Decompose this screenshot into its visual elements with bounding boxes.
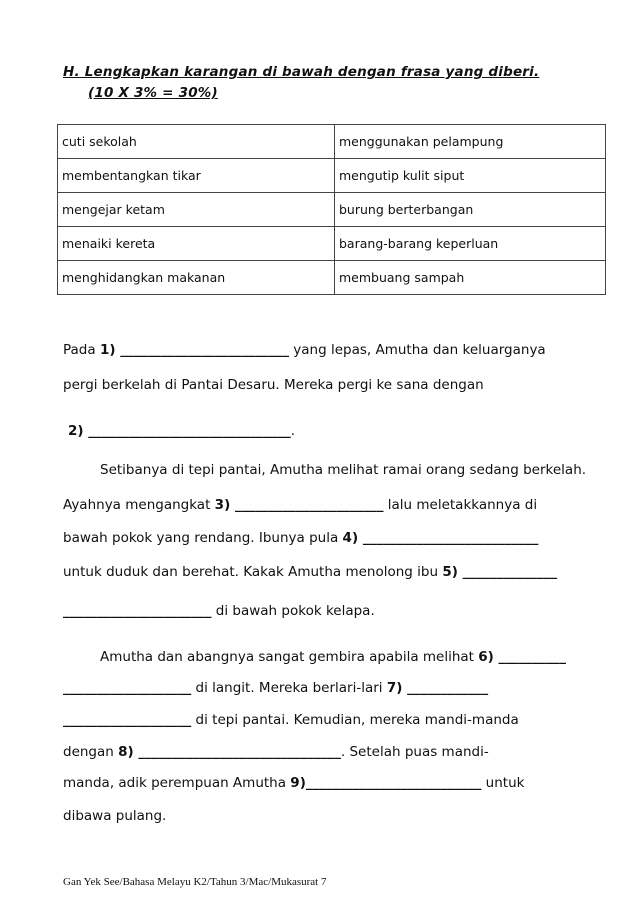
- section-heading: [63, 62, 539, 104]
- blank-number-7: 7): [386, 680, 403, 696]
- phrase-row: [58, 261, 606, 295]
- phrase-cell: mengejar ketam: [58, 193, 335, 227]
- answer-blank-6: __________: [493, 649, 567, 665]
- page-footer: Gan Yek See/Bahasa Melayu K2/Tahun 3/Mac/Mukasurat 7: [63, 876, 327, 888]
- answer-blank-6-cont: ___________________: [63, 680, 192, 696]
- answer-blank-7-cont: ___________________: [63, 712, 192, 728]
- essay-line-10: ___________________ di langit. Mereka berlari-lari 7) ____________: [63, 680, 489, 696]
- phrase-table: [57, 124, 606, 295]
- phrase-row: [58, 193, 606, 227]
- essay-line-11: ___________________ di tepi pantai. Kemudian, mereka mandi-manda: [63, 712, 519, 728]
- essay-line-5: Ayahnya mengangkat 3) ______________________ lalu meletakkannya di: [63, 497, 538, 513]
- essay-line-1: Pada 1) _________________________ yang lepas, Amutha dan keluarganya: [63, 342, 546, 358]
- blank-number-1: 1): [99, 342, 116, 358]
- essay-line-2: pergi berkelah di Pantai Desaru. Mereka pergi ke sana dengan: [63, 377, 484, 393]
- answer-blank-4: __________________________: [358, 530, 539, 546]
- essay-line-4: Setibanya di tepi pantai, Amutha melihat ramai orang sedang berkelah.: [100, 462, 587, 478]
- phrase-row: [58, 227, 606, 261]
- phrase-cell: menaiki kereta: [58, 227, 335, 261]
- essay-line-6: bawah pokok yang rendang. Ibunya pula 4) __________________________: [63, 530, 539, 546]
- answer-blank-1: _________________________: [115, 342, 289, 358]
- blank-number-5: 5): [442, 564, 458, 580]
- phrase-row: [58, 159, 606, 193]
- essay-line-9: Amutha dan abangnya sangat gembira apabila melihat 6) __________: [100, 649, 567, 665]
- essay-line-7: untuk duduk dan berehat. Kakak Amutha menolong ibu 5) ______________: [63, 564, 558, 580]
- answer-blank-5-cont: ______________________: [63, 603, 212, 619]
- answer-blank-9: __________________________: [305, 775, 482, 791]
- blank-number-3: 3): [214, 497, 231, 513]
- blank-number-6: 6): [478, 649, 494, 665]
- phrase-cell: membuang sampah: [335, 261, 606, 295]
- answer-blank-8: ______________________________: [133, 744, 341, 760]
- blank-number-2: 2): [68, 423, 84, 439]
- blank-number-4: 4): [342, 530, 359, 546]
- phrase-cell: cuti sekolah: [58, 125, 335, 159]
- heading-marks: (10 X 3% = 30%): [88, 85, 218, 101]
- phrase-cell: barang-barang keperluan: [335, 227, 606, 261]
- phrase-cell: membentangkan tikar: [58, 159, 335, 193]
- essay-line-14: dibawa pulang.: [63, 808, 167, 824]
- blank-number-9: 9): [290, 775, 306, 791]
- answer-blank-3: ______________________: [230, 497, 384, 513]
- phrase-cell: menghidangkan makanan: [58, 261, 335, 295]
- essay-line-12: dengan 8) ______________________________. Setelah puas mandi-: [63, 744, 489, 760]
- essay-line-8: ______________________ di bawah pokok kelapa.: [63, 603, 375, 619]
- answer-blank-7: ____________: [402, 680, 489, 696]
- phrase-cell: mengutip kulit siput: [335, 159, 606, 193]
- blank-number-8: 8): [118, 744, 134, 760]
- phrase-row: [58, 125, 606, 159]
- answer-blank-2: ______________________________: [83, 423, 291, 439]
- essay-line-13: manda, adik perempuan Amutha 9)__________________________ untuk: [63, 775, 525, 791]
- essay-line-3: 2) ______________________________.: [68, 423, 296, 439]
- phrase-cell: burung berterbangan: [335, 193, 606, 227]
- heading-instruction: H. Lengkapkan karangan di bawah dengan frasa yang diberi.: [63, 64, 540, 80]
- answer-blank-5: ______________: [457, 564, 558, 580]
- phrase-cell: menggunakan pelampung: [335, 125, 606, 159]
